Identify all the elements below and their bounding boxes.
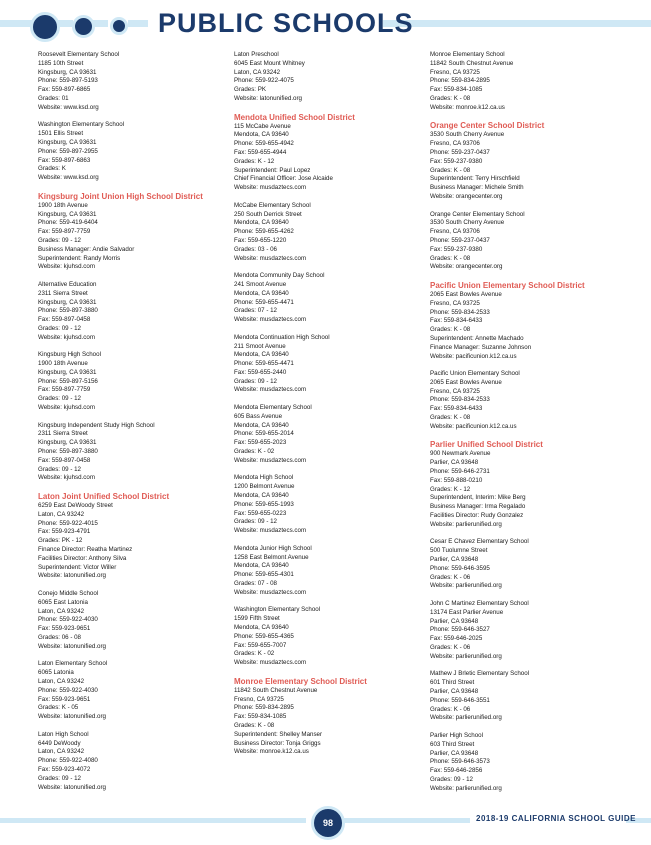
entry-line: 6065 East Latonia [38,598,88,606]
entry-line: Business Manager: Irma Regalado [430,503,526,511]
entry-line: Phone: 559-646-2731 [430,468,490,476]
entry-line: Phone: 559-646-3573 [430,758,490,766]
entry-line: 11842 South Chestnut Avenue [234,686,318,694]
school-name: Pacific Union Elementary School [430,370,520,378]
entry-line: Grades: 06 - 08 [38,634,81,641]
school-entry [430,732,620,794]
entry-line: Fax: 559-834-1085 [234,713,287,721]
entry-line: Grades: K - 08 [430,414,471,422]
entry-line: Fresno, CA 93725 [430,387,480,395]
entry-line: Mendota, CA 93640 [234,351,289,359]
school-entry [38,51,228,113]
entry-line: Website: musdaztecs.com [234,527,307,535]
header-rule-left [0,20,32,27]
entry-line: 2311 Sierra Street [38,289,88,297]
entry-line: Phone: 559-237-0437 [430,148,490,156]
school-entry [38,422,228,484]
entry-line: Website: latonunified.org [38,642,106,650]
entry-line: 3530 South Cherry Avenue [430,219,505,227]
header-dot-small [110,17,128,35]
entry-line: Phone: 559-646-3551 [430,696,490,704]
entry-line: 6065 Latonia [38,669,74,677]
district-entry [430,440,620,529]
entry-line: Grades: K - 02 [234,650,275,658]
entry-line: Website: latonunified.org [38,572,106,580]
school-name: Washington Elementary School [38,121,125,129]
entry-line: Fax: 559-655-4944 [234,148,287,156]
school-entry [430,600,620,662]
header-rule-segment [128,20,148,27]
school-name: Mendota Continuation High School [234,333,330,341]
entry-line: Phone: 559-419-6404 [38,219,98,227]
school-name: Kingsburg Independent Study High School [38,421,155,429]
entry-line: Website: parlierunified.org [430,784,502,792]
school-entry [234,474,424,536]
school-name: Alternative Education [38,280,97,288]
entry-line: 605 Bass Avenue [234,412,283,420]
entry-line: 1258 East Belmont Avenue [234,553,309,561]
entry-line: Kingsburg, CA 93631 [38,298,97,306]
entry-line: Fax: 559-655-7007 [234,641,287,649]
entry-line: 500 Tuolumne Street [430,547,488,555]
entry-line: Phone: 559-655-4365 [234,632,294,640]
school-name: Kingsburg High School [38,351,101,359]
school-entry [234,404,424,466]
entry-line: Phone: 559-655-4471 [234,360,294,368]
school-name: Orange Center Elementary School [430,210,525,218]
entry-line: Website: kjuhsd.com [38,474,95,482]
entry-line: Phone: 559-655-4471 [234,298,294,306]
entry-line: Website: www.ksd.org [38,103,99,111]
school-entry [234,334,424,396]
entry-line: Superintendent: Terry Hirschfield [430,175,520,183]
entry-line: Laton, CA 93242 [38,607,85,615]
entry-line: Mendota, CA 93640 [234,624,289,631]
entry-line: Superintendent: Randy Morris [38,254,121,262]
entry-line: Fax: 559-897-7759 [38,228,91,236]
entry-line: 601 Third Street [430,679,475,687]
district-entry [38,492,228,581]
entry-line: Phone: 559-897-5193 [38,77,98,85]
entry-line: 2311 Sierra Street [38,430,88,438]
entry-line: Kingsburg, CA 93631 [38,368,97,376]
entry-line: Fresno, CA 93706 [430,140,480,148]
entry-line: Grades: K - 06 [430,644,471,651]
entry-line: Fax: 559-923-4791 [38,528,91,536]
entry-line: Phone: 559-922-4030 [38,686,98,694]
entry-line: Grades: K - 06 [430,573,471,581]
entry-line: Fax: 559-897-6865 [38,86,91,94]
entry-line: Website: kjuhsd.com [38,333,95,341]
entry-line: Grades: PK - 12 [38,537,83,545]
entry-line: Phone: 559-922-4030 [38,616,98,624]
entry-line: Website: parlierunified.org [430,652,502,660]
entry-line: 1900 18th Avenue [38,201,88,209]
entry-line: Fax: 559-888-0210 [430,476,483,484]
school-name: Washington Elementary School [234,606,321,614]
entry-line: Mendota, CA 93640 [234,219,289,227]
entry-line: Website: pacificunion.k12.ca.us [430,352,517,360]
district-name: Mendota Unified School District [234,112,355,122]
entry-line: Parlier, CA 93648 [430,459,479,467]
entry-line: Facilities Director: Anthony Silva [38,554,127,562]
entry-line: Grades: K - 08 [430,166,471,174]
directory-column-1 [38,51,228,801]
district-name: Laton Joint Unified School District [38,492,170,502]
entry-line: Phone: 559-655-4942 [234,140,294,148]
district-name: Orange Center School District [430,121,545,131]
entry-line: Grades: 07 - 12 [234,307,277,315]
entry-line: Fax: 559-237-9380 [430,245,483,253]
entry-line: Mendota, CA 93640 [234,492,289,500]
school-name: Mendota Junior High School [234,544,312,552]
entry-line: Grades: K - 08 [234,721,275,729]
entry-line: Fax: 559-923-9651 [38,695,91,703]
district-entry [430,281,620,361]
entry-line: Fax: 559-834-1085 [430,86,483,94]
entry-line: Fresno, CA 93706 [430,228,480,236]
entry-line: Finance Director: Reatha Martinez [38,546,133,554]
entry-line: Website: orangecenter.org [430,192,503,200]
entry-line: Phone: 559-237-0437 [430,236,490,244]
entry-line: Parlier, CA 93648 [430,749,479,757]
guide-title: 2018-19 CALIFORNIA SCHOOL GUIDE [476,814,636,823]
page-title: PUBLIC SCHOOLS [158,8,414,38]
entry-line: Grades: 07 - 08 [234,580,277,588]
page-footer [0,800,651,845]
entry-line: 3530 South Cherry Avenue [430,131,505,139]
entry-line: Superintendent: Victor Willer [38,563,117,571]
entry-line: Phone: 559-655-1993 [234,500,294,508]
header-dot-large [30,12,60,42]
entry-line: 115 McCabe Avenue [234,122,291,130]
entry-line: 603 Third Street [430,740,475,748]
entry-line: 2065 East Bowles Avenue [430,378,502,386]
entry-line: 1900 18th Avenue [38,360,88,368]
entry-line: Fax: 559-655-1220 [234,236,287,244]
district-name: Kingsburg Joint Union High School District [38,191,203,201]
entry-line: 1501 Ellis Street [38,130,84,138]
entry-line: Facilities Director: Rudy Gonzalez [430,512,524,520]
entry-line: Grades: K - 12 [234,157,275,165]
entry-line: 211 Smoot Avenue [234,342,286,350]
entry-line: Website: musdaztecs.com [234,659,307,667]
entry-line: Fax: 559-834-6433 [430,405,483,413]
entry-line: Fax: 559-923-4072 [38,765,91,773]
school-entry [38,121,228,183]
entry-line: Chief Financial Officer: Jose Alcaide [234,175,333,183]
entry-line: Grades: K - 08 [430,94,471,102]
school-entry [430,370,620,432]
school-entry [234,51,424,104]
entry-line: Mendota, CA 93640 [234,131,289,139]
entry-line: 241 Smoot Avenue [234,280,287,288]
entry-line: Mendota, CA 93640 [234,562,289,570]
school-entry [234,202,424,264]
entry-line: Website: parlierunified.org [430,582,502,590]
entry-line: Phone: 559-646-3595 [430,564,490,572]
school-entry [38,660,228,722]
district-entry [234,677,424,757]
directory-column-2 [234,51,424,766]
school-name: Mendota Elementary School [234,404,312,412]
entry-line: Parlier, CA 93648 [430,617,479,625]
school-name: Laton Elementary School [38,660,108,668]
entry-line: 1185 10th Street [38,59,84,67]
entry-line: Website: latonunified.org [38,783,106,791]
school-entry [234,545,424,598]
entry-line: 1200 Belmont Avenue [234,483,295,491]
entry-line: Grades: 09 - 12 [38,774,81,782]
school-name: Monroe Elementary School [430,51,505,58]
entry-line: Phone: 559-897-5156 [38,377,98,385]
entry-line: Fresno, CA 93725 [430,68,480,76]
entry-line: Website: kjuhsd.com [38,404,95,412]
school-name: Laton High School [38,730,89,738]
entry-line: Grades: PK [234,86,266,94]
entry-line: Phone: 559-834-2895 [234,704,294,712]
entry-line: Phone: 559-655-4301 [234,571,294,579]
entry-line: Fax: 559-655-0223 [234,509,287,517]
school-entry [38,281,228,343]
school-name: Mendota Community Day School [234,272,325,280]
entry-line: Fax: 559-834-6433 [430,317,483,325]
school-name: Cesar E Chavez Elementary School [430,538,529,546]
entry-line: Business Director: Tonja Griggs [234,739,321,747]
entry-line: Grades: K - 12 [430,485,471,493]
entry-line: Superintendent, Interim: Mike Berg [430,494,526,502]
entry-line: Kingsburg, CA 93631 [38,439,97,447]
school-entry [430,538,620,591]
entry-line: Website: parlierunified.org [430,520,502,528]
entry-line: Finance Manager: Suzanne Johnson [430,343,532,351]
entry-line: Fax: 559-655-2440 [234,368,287,376]
school-entry [234,606,424,668]
entry-line: Phone: 559-655-2014 [234,430,294,438]
page-number: 98 [311,806,345,840]
entry-line: Website: parlierunified.org [430,714,502,722]
entry-line: Fax: 559-646-2856 [430,767,483,775]
entry-line: Grades: K [38,165,66,173]
entry-line: Website: musdaztecs.com [234,184,307,192]
entry-line: Phone: 559-922-4015 [38,519,98,527]
entry-line: Grades: K - 05 [38,704,79,712]
district-name: Monroe Elementary School District [234,676,367,686]
entry-line: Website: musdaztecs.com [234,588,307,596]
entry-line: Website: musdaztecs.com [234,254,307,262]
school-entry [234,272,424,325]
entry-line: Phone: 559-834-2533 [430,396,490,404]
entry-line: Business Manager: Michele Smith [430,184,524,192]
entry-line: Mendota, CA 93640 [234,421,289,429]
entry-line: Superintendent: Paul Lopez [234,166,311,174]
entry-line: Website: www.ksd.org [38,174,99,182]
entry-line: Laton, CA 93242 [234,68,281,76]
entry-line: Website: monroe.k12.ca.us [430,103,505,111]
entry-line: 6259 East DeWoody Street [38,502,113,510]
entry-line: Grades: K - 06 [430,705,471,713]
entry-line: 250 South Derrick Street [234,210,302,218]
entry-line: Fax: 559-897-6863 [38,156,91,164]
entry-line: Grades: K - 08 [430,326,471,334]
entry-line: Fresno, CA 93725 [430,299,480,307]
entry-line: Phone: 559-897-3880 [38,448,98,456]
school-entry [430,51,620,113]
entry-line: Grades: 09 - 12 [38,395,81,403]
entry-line: Website: kjuhsd.com [38,263,95,271]
school-entry [38,590,228,652]
school-entry [430,670,620,723]
entry-line: Superintendent: Shelley Manser [234,730,323,738]
entry-line: 11842 South Chestnut Avenue [430,59,514,67]
entry-line: Website: latonunified.org [38,713,106,721]
entry-line: Fresno, CA 93725 [234,695,284,703]
school-name: McCabe Elementary School [234,201,311,209]
entry-line: Grades: 09 - 12 [38,324,81,332]
entry-line: Fax: 559-897-0458 [38,456,91,464]
school-name: Mathew J Brletic Elementary School [430,670,530,678]
entry-line: Website: musdaztecs.com [234,386,307,394]
entry-line: Phone: 559-897-2955 [38,147,98,155]
entry-line: Fax: 559-646-2025 [430,635,483,643]
header-dot-medium [72,15,95,38]
entry-line: Phone: 559-922-4075 [234,77,294,85]
entry-line: Grades: K - 02 [234,448,275,456]
entry-line: Parlier, CA 93648 [430,687,479,695]
entry-line: Mendota, CA 93640 [234,289,289,297]
school-entry [38,351,228,413]
page-header [0,0,651,50]
entry-line: Grades: 01 [38,94,69,102]
school-name: Parlier High School [430,731,483,739]
entry-line: Kingsburg, CA 93631 [38,138,97,146]
school-entry [38,731,228,793]
entry-line: Grades: 09 - 12 [234,377,277,385]
entry-line: Phone: 559-922-4080 [38,757,98,765]
district-name: Pacific Union Elementary School District [430,280,585,290]
entry-line: 900 Newmark Avenue [430,450,491,458]
entry-line: Website: musdaztecs.com [234,456,307,464]
school-name: Laton Preschool [234,51,279,58]
footer-rule-left [0,818,306,823]
district-entry [234,113,424,193]
entry-line: Superintendent: Annette Machado [430,334,524,342]
entry-line: Grades: 03 - 06 [234,245,277,253]
entry-line: Grades: K - 08 [430,254,471,262]
directory-column-3 [430,51,620,802]
school-name: Conejo Middle School [38,590,99,598]
school-name: John C Martinez Elementary School [430,600,529,608]
district-entry [430,121,620,201]
entry-line: Website: pacificunion.k12.ca.us [430,422,517,430]
entry-line: Fax: 559-923-9651 [38,625,91,633]
entry-line: 6045 East Mount Whitney [234,59,305,67]
school-name: Mendota High School [234,474,294,482]
entry-line: Grades: 09 - 12 [234,518,277,526]
entry-line: Fax: 559-237-9380 [430,157,483,165]
entry-line: 2065 East Bowles Avenue [430,290,502,298]
entry-line: Parlier, CA 93648 [430,556,479,564]
entry-line: Phone: 559-834-2895 [430,77,490,85]
entry-line: Grades: 09 - 12 [38,465,81,473]
entry-line: Laton, CA 93242 [38,510,85,518]
entry-line: Kingsburg, CA 93631 [38,210,97,218]
entry-line: Phone: 559-834-2533 [430,308,490,316]
entry-line: Phone: 559-655-4262 [234,228,294,236]
footer-rule-middle [344,818,470,823]
district-entry [38,192,228,272]
entry-line: Website: monroe.k12.ca.us [234,748,309,756]
entry-line: Grades: 09 - 12 [430,775,473,783]
school-entry [430,211,620,273]
entry-line: 1599 Fifth Street [234,615,280,623]
entry-line: 13174 East Parlier Avenue [430,608,504,616]
entry-line: Business Manager: Andie Salvador [38,245,135,253]
entry-line: Phone: 559-646-3527 [430,626,490,634]
header-rule-right [383,20,651,27]
entry-line: Phone: 559-897-3880 [38,307,98,315]
entry-line: 6449 DeWoody [38,739,81,747]
entry-line: Fax: 559-655-2023 [234,439,287,447]
entry-line: Laton, CA 93242 [38,748,85,756]
entry-line: Kingsburg, CA 93631 [38,68,97,76]
entry-line: Fax: 559-897-0458 [38,316,91,324]
entry-line: Laton, CA 93242 [38,677,85,685]
entry-line: Fax: 559-897-7759 [38,386,91,394]
entry-line: Grades: 09 - 12 [38,236,81,244]
entry-line: Website: orangecenter.org [430,263,503,271]
district-name: Parlier Unified School District [430,440,543,450]
school-name: Roosevelt Elementary School [38,51,120,58]
entry-line: Website: musdaztecs.com [234,316,307,324]
entry-line: Website: latonunified.org [234,94,302,102]
